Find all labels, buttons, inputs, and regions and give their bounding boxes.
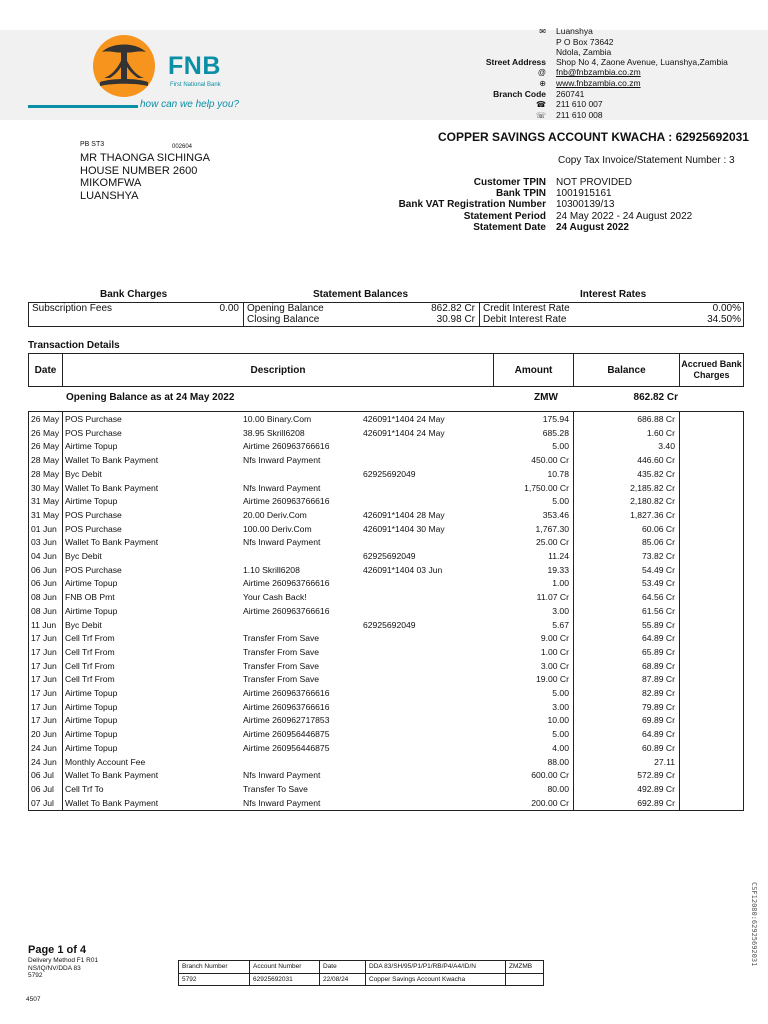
date-value: 22/08/24: [323, 976, 349, 983]
transaction-date: 17 Jun: [31, 688, 57, 698]
transaction-description: FNB OB Pmt: [65, 592, 115, 603]
accrued-charges-column-header: Accrued Bank Charges: [681, 359, 742, 380]
transaction-balance: 1.60 Cr: [646, 427, 675, 438]
transaction-row: [29, 413, 743, 427]
transaction-date: 11 Jun: [31, 619, 57, 630]
transaction-balance: 60.06 Cr: [642, 523, 675, 534]
transaction-row: [29, 427, 743, 441]
transaction-reference: Airtime 260963766616: [243, 701, 330, 712]
delivery-line: Delivery Method F1 R01: [28, 957, 99, 964]
customer-address-line: LUANSHYA: [80, 189, 139, 202]
transaction-row: [29, 701, 743, 715]
pb-number: 002604: [172, 144, 193, 150]
transaction-date: 03 Jun: [31, 537, 57, 548]
transaction-date: 17 Jun: [31, 674, 57, 685]
transaction-amount: 4.00: [552, 742, 569, 753]
statement-balances-heading: Statement Balances: [313, 289, 409, 300]
info-value: NOT PROVIDED: [556, 177, 632, 188]
transaction-balance: 2,180.82 Cr: [630, 496, 675, 507]
transaction-card-ref: 62925692049: [363, 468, 416, 479]
closing-balance-label: Closing Balance: [247, 314, 320, 325]
transaction-description: Airtime Topup: [65, 578, 118, 589]
transaction-description: POS Purchase: [65, 427, 122, 438]
transaction-reference: 10.00 Binary.Com: [243, 414, 312, 424]
transaction-description: Airtime Topup: [65, 715, 118, 726]
transaction-date: 24 Jun: [31, 756, 57, 767]
info-label: Statement Date: [473, 221, 546, 233]
transaction-date: 17 Jun: [31, 633, 57, 644]
delivery-line: NS/IQ/NV/DDA 83: [28, 964, 81, 972]
transaction-amount: 10.78: [547, 468, 569, 479]
transaction-description: Cell Trf From: [65, 660, 115, 671]
transaction-reference: Your Cash Back!: [243, 592, 307, 603]
transaction-row: [29, 577, 743, 591]
column-divider: [243, 303, 244, 326]
bank-subname: First National Bank: [170, 82, 221, 88]
fax-icon: ☏: [535, 111, 546, 120]
description-column-header: Description: [250, 364, 306, 376]
transaction-date: 17 Jun: [31, 646, 57, 657]
transaction-description: Airtime Topup: [65, 605, 118, 616]
globe-icon: ⊕: [539, 79, 546, 88]
transaction-description: Byc Debit: [65, 551, 102, 561]
transaction-reference: Airtime 260963766616: [243, 688, 330, 698]
transaction-amount: 5.00: [552, 441, 569, 452]
transaction-row: [29, 619, 743, 633]
branch-number-value: 5792: [182, 976, 197, 983]
transaction-balance: 60.89 Cr: [642, 742, 675, 753]
transaction-balance: 692.89 Cr: [637, 797, 675, 808]
transaction-date: 04 Jun: [31, 551, 57, 561]
tagline-bar: [28, 105, 138, 108]
transaction-date: 30 May: [31, 482, 60, 493]
transaction-amount: 19.00 Cr: [536, 674, 569, 685]
transaction-row: [29, 536, 743, 550]
street-address-value: Shop No 4, Zaone Avenue, Luanshya,Zambia: [556, 57, 728, 67]
transaction-date: 26 May: [31, 441, 60, 452]
transaction-date: 17 Jun: [31, 715, 57, 726]
transaction-amount: 1.00: [552, 578, 569, 589]
transaction-amount: 10.00: [547, 715, 569, 726]
balance-column-header: Balance: [607, 364, 646, 376]
transaction-reference: Airtime 260963766616: [243, 496, 330, 507]
transaction-row: [29, 632, 743, 646]
transaction-date: 26 May: [31, 414, 60, 424]
transaction-amount: 450.00 Cr: [531, 455, 569, 466]
transaction-amount: 11.07 Cr: [536, 592, 569, 603]
transaction-description: POS Purchase: [65, 523, 122, 534]
transaction-row: [29, 482, 743, 496]
transaction-amount: 3.00: [552, 701, 569, 712]
transaction-amount: 175.94: [542, 414, 569, 424]
transaction-amount: 5.00: [552, 729, 569, 740]
bank-charges-heading: Bank Charges: [100, 289, 168, 300]
transaction-date: 31 May: [31, 496, 60, 507]
transaction-reference: 1.10 Skrill6208: [243, 564, 300, 575]
footer-reference-table: [178, 960, 544, 986]
transaction-amount: 600.00 Cr: [531, 770, 569, 781]
transaction-amount: 19.33: [547, 564, 569, 575]
transaction-row: [29, 797, 743, 811]
transaction-amount: 5.00: [552, 496, 569, 507]
info-value: 24 May 2022 - 24 August 2022: [556, 210, 693, 222]
transaction-description: Cell Trf From: [65, 633, 115, 644]
transaction-reference: Transfer From Save: [243, 660, 320, 671]
transaction-description: POS Purchase: [65, 509, 122, 520]
address-line: Ndola, Zambia: [556, 47, 612, 57]
opening-balance-label: Opening Balance: [247, 303, 324, 314]
transaction-description: Byc Debit: [65, 468, 102, 479]
transaction-card-ref: 426091*1404 03 Jun: [363, 564, 443, 575]
summary-table: [28, 302, 744, 327]
transaction-amount: 11.24: [548, 551, 569, 561]
subscription-fees-value: 0.00: [219, 303, 239, 314]
transactions-title: Transaction Details: [28, 340, 120, 351]
transaction-reference: Airtime 260956446875: [243, 729, 330, 740]
transaction-date: 06 Jun: [31, 578, 57, 589]
transaction-reference: Nfs Inward Payment: [243, 455, 321, 466]
account-title: COPPER SAVINGS ACCOUNT KWACHA : 62925692031: [438, 130, 749, 144]
transaction-amount: 1,767.30: [535, 523, 569, 534]
transaction-card-ref: 62925692049: [363, 619, 416, 630]
transaction-reference: Transfer From Save: [243, 674, 320, 685]
transaction-row: [29, 660, 743, 674]
transaction-date: 06 Jul: [31, 783, 54, 794]
transaction-balance: 61.56 Cr: [642, 605, 675, 616]
transaction-date: 26 May: [31, 427, 60, 438]
customer-address: [80, 152, 210, 202]
transaction-row: [29, 687, 743, 701]
website-link[interactable]: www.fnbzambia.co.zm: [556, 78, 641, 88]
transaction-row: [29, 523, 743, 537]
transaction-card-ref: 62925692049: [363, 551, 416, 561]
transaction-description: Cell Trf From: [65, 674, 115, 685]
transaction-description: Wallet To Bank Payment: [65, 482, 159, 493]
transaction-reference: Transfer From Save: [243, 633, 320, 644]
transaction-date: 06 Jul: [31, 770, 54, 781]
transaction-row: [29, 646, 743, 660]
date-column-header: Date: [34, 364, 57, 376]
transaction-amount: 9.00 Cr: [540, 633, 569, 644]
dda-code-header: DDA 83/SH/95/P1/P1/RB/P4/A4/ID/N: [369, 963, 476, 970]
transaction-balance: 492.89 Cr: [637, 783, 675, 794]
opening-balance-value: 862.82 Cr: [431, 303, 475, 314]
transaction-description: Airtime Topup: [65, 441, 118, 452]
transactions-header: [28, 353, 744, 387]
at-icon: @: [537, 68, 546, 77]
account-number-header: Account Number: [253, 963, 302, 970]
transaction-date: 06 Jun: [31, 564, 57, 575]
transaction-reference: 20.00 Deriv.Com: [243, 509, 307, 520]
credit-rate-value: 0.00%: [712, 303, 741, 314]
transaction-balance: 3.40: [658, 441, 675, 452]
branch-code-value: 260741: [556, 89, 585, 99]
transaction-date: 08 Jun: [31, 605, 57, 616]
transaction-amount: 5.67: [552, 619, 569, 630]
transaction-balance: 64.89 Cr: [642, 729, 675, 740]
transaction-reference: Nfs Inward Payment: [243, 482, 321, 493]
opening-balance-text: Opening Balance as at 24 May 2022: [66, 392, 235, 403]
info-label: Bank TPIN: [495, 188, 546, 200]
transaction-row: [29, 454, 743, 468]
footer-code: 4507: [26, 996, 41, 1003]
transaction-description: Cell Trf From: [65, 646, 115, 657]
transaction-balance: 572.89 Cr: [637, 770, 675, 781]
transaction-description: Airtime Topup: [65, 688, 118, 698]
transaction-row: [29, 591, 743, 605]
info-label: Statement Period: [463, 210, 546, 222]
transaction-amount: 3.00: [552, 605, 569, 616]
copy-tax-invoice: Copy Tax Invoice/Statement Number : 3: [558, 155, 735, 166]
interest-rates-heading: Interest Rates: [580, 289, 647, 300]
transaction-card-ref: 426091*1404 30 May: [363, 523, 445, 534]
transaction-description: POS Purchase: [65, 414, 122, 424]
transaction-reference: 100.00 Deriv.Com: [243, 523, 312, 534]
delivery-line: 5792: [28, 972, 43, 979]
transaction-reference: Transfer From Save: [243, 646, 320, 657]
zmzmb-header: ZMZMB: [509, 963, 533, 970]
transaction-description: Wallet To Bank Payment: [65, 770, 159, 781]
acacia-tree-logo-icon: [88, 30, 160, 102]
transaction-amount: 1,750.00 Cr: [524, 482, 569, 493]
contact-block: [380, 26, 760, 121]
transaction-amount: 200.00 Cr: [531, 797, 569, 808]
info-label: Bank VAT Registration Number: [398, 199, 546, 211]
transaction-row: [29, 605, 743, 619]
transaction-reference: Airtime 260956446875: [243, 742, 330, 753]
transaction-date: 08 Jun: [31, 592, 57, 603]
transaction-date: 24 Jun: [31, 742, 57, 753]
opening-balance-amount: 862.82 Cr: [633, 392, 678, 403]
transaction-description: Airtime Topup: [65, 742, 118, 753]
credit-rate-label: Credit Interest Rate: [483, 303, 570, 314]
transaction-balance: 87.89 Cr: [642, 674, 675, 685]
street-address-label: Street Address: [485, 57, 546, 67]
transaction-description: Airtime Topup: [65, 496, 118, 507]
transaction-row: [29, 769, 743, 783]
info-value: 10300139/13: [556, 199, 615, 211]
transaction-balance: 53.49 Cr: [642, 578, 675, 589]
transaction-balance: 64.89 Cr: [642, 633, 675, 644]
currency-label: ZMW: [534, 392, 558, 403]
transaction-amount: 1.00 Cr: [540, 646, 569, 657]
transaction-description: Wallet To Bank Payment: [65, 797, 159, 808]
transaction-date: 17 Jun: [31, 660, 57, 671]
transaction-description: POS Purchase: [65, 564, 122, 575]
transaction-row: [29, 673, 743, 687]
info-value: 24 August 2022: [556, 221, 629, 233]
address-line: P O Box 73642: [556, 37, 614, 47]
transaction-date: 01 Jun: [31, 523, 57, 534]
transactions-table: [28, 411, 744, 811]
transaction-reference: Nfs Inward Payment: [243, 770, 321, 781]
transaction-row: [29, 509, 743, 523]
transaction-amount: 685.28: [542, 427, 569, 438]
transaction-balance: 686.88 Cr: [637, 414, 675, 424]
transaction-date: 17 Jun: [31, 701, 57, 712]
transaction-reference: Airtime 260963766616: [243, 578, 330, 589]
transaction-date: 28 May: [31, 455, 60, 466]
customer-name: MR THAONGA SICHINGA: [80, 152, 210, 164]
debit-rate-label: Debit Interest Rate: [483, 314, 567, 325]
date-header: Date: [323, 963, 337, 970]
transaction-description: Airtime Topup: [65, 701, 118, 712]
transaction-balance: 69.89 Cr: [642, 715, 675, 726]
transaction-balance: 446.60 Cr: [637, 455, 675, 466]
transaction-row: [29, 714, 743, 728]
transaction-date: 20 Jun: [31, 729, 57, 740]
branch-code-label: Branch Code: [493, 89, 546, 99]
transaction-balance: 27.11: [654, 756, 675, 767]
transaction-amount: 3.00 Cr: [540, 660, 569, 671]
account-number-value: 62925692031: [253, 976, 293, 983]
transaction-balance: 1,827.36 Cr: [630, 509, 675, 520]
transaction-row: [29, 742, 743, 756]
pb-code: PB ST3: [80, 141, 105, 148]
transaction-amount: 80.00: [547, 783, 569, 794]
transaction-balance: 2,185.82 Cr: [630, 482, 675, 493]
transaction-balance: 79.89 Cr: [642, 701, 675, 712]
transaction-row: [29, 728, 743, 742]
page-number: Page 1 of 4: [28, 944, 87, 956]
amount-column-header: Amount: [514, 364, 553, 376]
transaction-row: [29, 783, 743, 797]
transaction-row: [29, 440, 743, 454]
tagline: how can we help you?: [140, 99, 239, 110]
opening-balance-row: [28, 390, 744, 408]
transaction-balance: 73.82 Cr: [642, 551, 675, 561]
transaction-card-ref: 426091*1404 24 May: [363, 414, 445, 424]
transaction-date: 31 May: [31, 509, 60, 520]
transaction-reference: Nfs Inward Payment: [243, 797, 321, 808]
info-label: Customer TPIN: [473, 177, 546, 188]
transaction-description: Monthly Account Fee: [65, 756, 146, 767]
transaction-description: Byc Debit: [65, 619, 102, 630]
transaction-amount: 88.00: [547, 756, 569, 767]
transaction-balance: 82.89 Cr: [642, 688, 675, 698]
transaction-balance: 65.89 Cr: [642, 646, 675, 657]
transaction-reference: Airtime 260963766616: [243, 441, 330, 452]
phone-icon: ☎: [536, 100, 546, 109]
transaction-reference: Nfs Inward Payment: [243, 537, 321, 548]
transaction-description: Wallet To Bank Payment: [65, 537, 159, 548]
account-type-value: Copper Savings Account Kwacha: [369, 976, 466, 983]
transaction-balance: 55.89 Cr: [642, 619, 675, 630]
customer-address-line: HOUSE NUMBER 2600: [80, 164, 198, 177]
transaction-reference: Transfer To Save: [243, 783, 308, 794]
bank-name: FNB: [168, 52, 221, 80]
column-divider: [479, 303, 480, 326]
transaction-description: Cell Trf To: [65, 783, 104, 794]
transaction-balance: 54.49 Cr: [642, 564, 675, 575]
transaction-reference: Airtime 260962717853: [243, 715, 330, 726]
transaction-card-ref: 426091*1404 24 May: [363, 427, 445, 438]
transaction-card-ref: 426091*1404 28 May: [363, 509, 445, 520]
address-line: Luanshya: [556, 26, 593, 36]
branch-number-header: Branch Number: [182, 963, 228, 970]
transaction-reference: 38.95 Skrill6208: [243, 427, 305, 438]
phone-number: 211 610 007: [556, 99, 603, 109]
transaction-balance: 85.06 Cr: [642, 537, 675, 548]
subscription-fees-label: Subscription Fees: [32, 303, 113, 314]
transaction-row: [29, 495, 743, 509]
transaction-description: Wallet To Bank Payment: [65, 455, 159, 466]
delivery-method: [28, 957, 98, 980]
transaction-row: [29, 756, 743, 770]
vertical-reference-code: CSF12080:62925692031: [750, 882, 758, 967]
transaction-amount: 5.00: [552, 688, 569, 698]
transaction-date: 07 Jul: [31, 797, 54, 808]
customer-address-line: MIKOMFWA: [80, 177, 142, 189]
transaction-balance: 64.56 Cr: [642, 592, 675, 603]
fax-number: 211 610 008: [556, 110, 603, 120]
transaction-row: [29, 550, 743, 564]
mail-icon: ✉: [539, 27, 546, 36]
transaction-balance: 435.82 Cr: [637, 468, 675, 479]
debit-rate-value: 34.50%: [707, 314, 741, 325]
transaction-amount: 353.46: [542, 509, 569, 520]
statement-info: [360, 177, 760, 233]
transaction-reference: Airtime 260963766616: [243, 605, 330, 616]
email-link[interactable]: fnb@fnbzambia.co.zm: [556, 67, 641, 77]
transaction-row: [29, 468, 743, 482]
transaction-row: [29, 564, 743, 578]
transaction-date: 28 May: [31, 468, 60, 479]
transaction-description: Airtime Topup: [65, 729, 118, 740]
info-value: 1001915161: [556, 188, 612, 200]
transaction-balance: 68.89 Cr: [642, 660, 675, 671]
transaction-amount: 25.00 Cr: [536, 537, 569, 548]
closing-balance-value: 30.98 Cr: [436, 314, 475, 325]
